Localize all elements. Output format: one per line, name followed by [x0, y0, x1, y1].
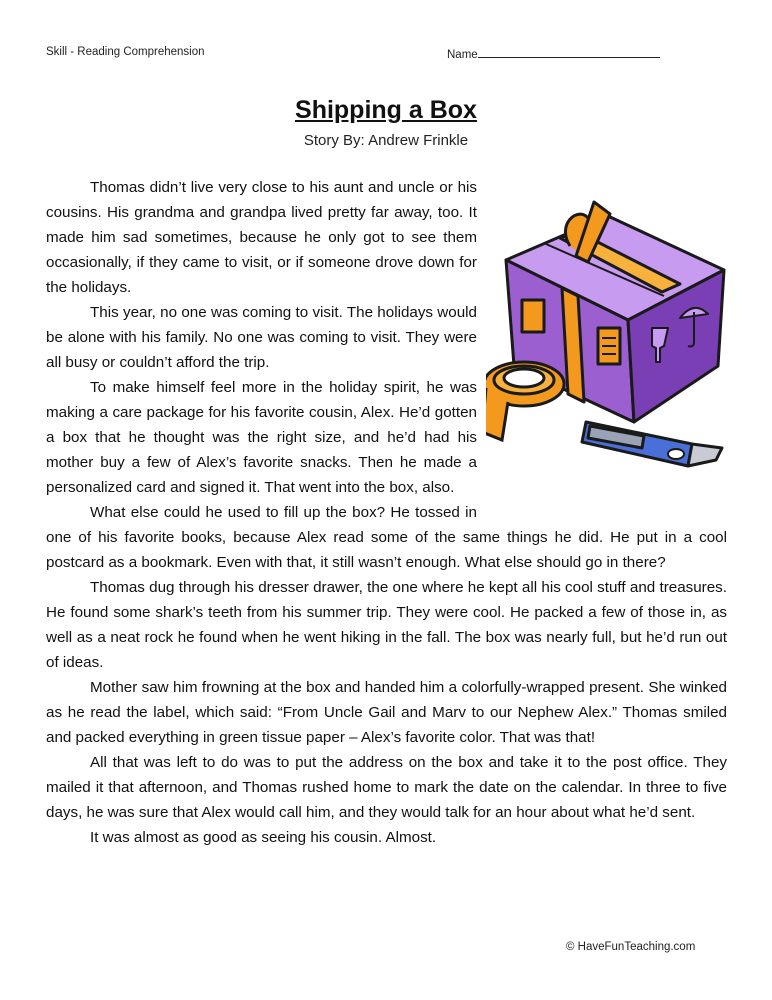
story-paragraph: To make himself feel more in the holiday spirit, he was making a care package for his favorite cousin, Alex. He’d gotten a box that he thought was the right size, and he’d had his mother buy a few of Alex’s favorite snacks. Then he made a personalized card and signed it. That went into the box, also. [46, 379, 477, 496]
name-label: Name [447, 49, 478, 61]
story-title: Shipping a Box [295, 96, 477, 124]
story-paragraph: Thomas dug through his dresser drawer, the one where he kept all his cool stuff and treasures. He found some shark’s teeth from his summer trip. They were cool. He packed a few of those in, as well as a neat rock he found when he went hiking in the fall. The box was nearly full, but he’d run out of ideas. [46, 579, 727, 671]
story-paragraph: Thomas didn’t live very close to his aunt and uncle or his cousins. His grandma and grandpa lived pretty far away, too. It made him sad sometimes, because he only got to see them occasionally, if they came to visit, or if someone drove down for the holidays. [46, 179, 477, 296]
story-paragraph: Mother saw him frowning at the box and handed him a colorfully-wrapped present. She winked as he read the label, which said: “From Uncle Gail and Marv to our Nephew Alex.” Thomas smiled and packed everything in green tissue paper – Alex’s favorite color. That was that! [46, 679, 727, 746]
shipping-box-illustration [486, 196, 730, 474]
box-cutter-icon [582, 422, 722, 466]
packing-tape-roll-icon [486, 362, 564, 440]
story-paragraph: What else could he used to fill up the box? He tossed in one of his favorite books, because Alex read some of the same things he did. He put in a cool postcard as a bookmark. Even with that, it still wasn’t enough. What else should go in there? [46, 504, 727, 571]
name-field [447, 46, 660, 61]
story-paragraph: This year, no one was coming to visit. The holidays would be alone with his family. No one was coming to visit. They were all busy or couldn’t afford the trip. [46, 304, 477, 371]
name-blank-line[interactable] [478, 46, 660, 58]
copyright-footer: © HaveFunTeaching.com [566, 941, 696, 953]
skill-label: Skill - Reading Comprehension [46, 46, 205, 58]
story-paragraph: All that was left to do was to put the address on the box and take it to the post office. They mailed it that afternoon, and Thomas rushed home to mark the date on the calendar. In three to five days, he was sure that Alex would call him, and they would talk for an hour about what he’d sent. [46, 754, 727, 821]
story-paragraph: It was almost as good as seeing his cousin. Almost. [90, 829, 437, 846]
story-author: Story By: Andrew Frinkle [303, 132, 469, 149]
